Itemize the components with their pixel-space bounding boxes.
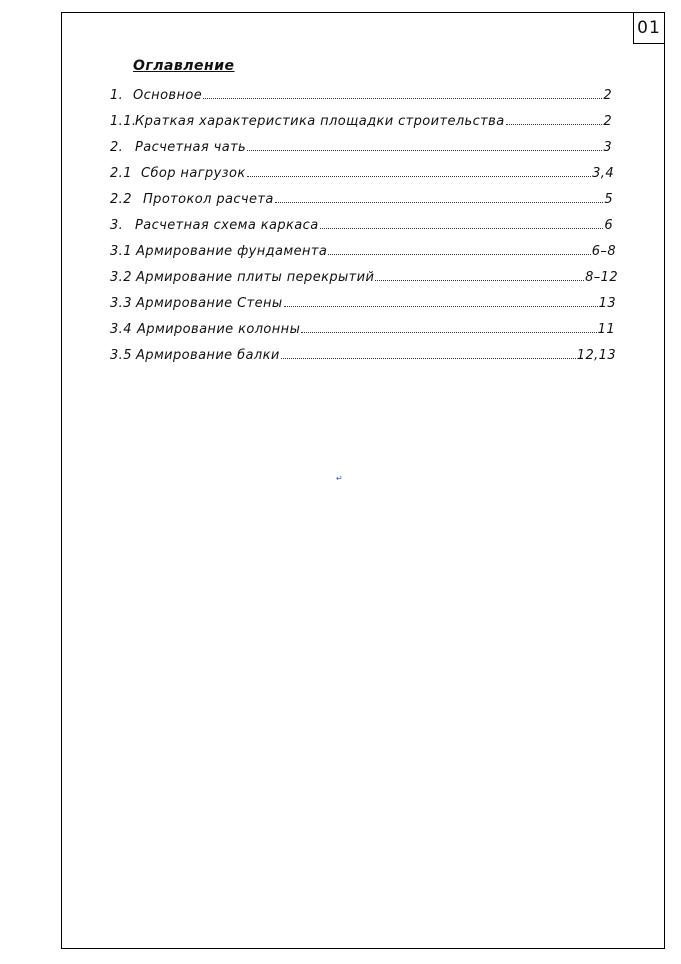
toc-entry-page: 11 <box>597 322 615 337</box>
toc-entry-text: Протокол расчета <box>143 192 274 207</box>
toc-entry[interactable] <box>110 244 618 270</box>
sheet-number-box <box>633 12 665 44</box>
toc-entry-text: Краткая характеристика площадки строительства <box>135 114 505 129</box>
dot-leader <box>275 202 604 203</box>
toc-entry[interactable] <box>110 88 618 114</box>
dot-leader <box>506 124 603 125</box>
toc-entry[interactable] <box>110 218 618 244</box>
toc-entry-number: 1. <box>110 88 124 103</box>
toc-entry-number: 3.3 <box>110 296 132 311</box>
toc-entry-text: Основное <box>133 88 203 103</box>
dot-leader <box>284 306 598 307</box>
toc-entry[interactable] <box>110 140 618 166</box>
dot-leader <box>247 150 602 151</box>
toc-title: Оглавление <box>133 58 235 74</box>
toc-entry-page: 12,13 <box>576 348 616 363</box>
toc-entry-text: Расчетная чать <box>135 140 247 155</box>
toc-entry-number: 2. <box>110 140 124 155</box>
table-of-contents <box>110 88 618 374</box>
toc-entry[interactable] <box>110 296 618 322</box>
toc-entry[interactable] <box>110 114 618 140</box>
dot-leader <box>320 228 604 229</box>
toc-entry-page: 3,4 <box>592 166 614 181</box>
toc-entry-text: Армирование Стены <box>136 296 283 311</box>
toc-entry[interactable] <box>110 192 618 218</box>
toc-entry-page: 6–8 <box>591 244 616 259</box>
toc-entry-page: 2 <box>603 114 612 129</box>
toc-entry-page: 6 <box>604 218 613 233</box>
sheet-number: 01 <box>637 18 661 38</box>
toc-entry-number: 3.1 <box>110 244 132 259</box>
toc-entry[interactable] <box>110 348 618 374</box>
dot-leader <box>203 98 602 99</box>
toc-entry-page: 3 <box>603 140 612 155</box>
toc-entry-text: Сбор нагрузок <box>141 166 246 181</box>
toc-entry-page: 13 <box>598 296 616 311</box>
toc-entry-text: Армирование плиты перекрытий <box>136 270 375 285</box>
dot-leader <box>328 254 591 255</box>
paragraph-mark-icon: ↵ <box>336 474 343 483</box>
toc-entry-number: 2.1 <box>110 166 132 181</box>
toc-entry-number: 3.2 <box>110 270 132 285</box>
toc-entry-number: 3.4 <box>110 322 132 337</box>
toc-entry[interactable] <box>110 166 618 192</box>
toc-entry-text: Армирование колонны <box>137 322 301 337</box>
toc-entry-text: Армирование фундамента <box>136 244 328 259</box>
toc-entry-page: 8–12 <box>585 270 618 285</box>
toc-entry-text: Расчетная схема каркаса <box>135 218 319 233</box>
toc-entry-number: 1.1. <box>110 114 137 129</box>
toc-entry-page: 5 <box>604 192 613 207</box>
toc-entry[interactable] <box>110 322 618 348</box>
dot-leader <box>247 176 592 177</box>
toc-entry-page: 2 <box>603 88 612 103</box>
dot-leader <box>301 332 596 333</box>
dot-leader <box>375 280 584 281</box>
toc-entry-number: 3.5 <box>110 348 132 363</box>
toc-entry-text: Армирование балки <box>136 348 280 363</box>
toc-entry[interactable] <box>110 270 618 296</box>
toc-entry-number: 2.2 <box>110 192 132 207</box>
dot-leader <box>281 358 576 359</box>
toc-entry-number: 3. <box>110 218 124 233</box>
